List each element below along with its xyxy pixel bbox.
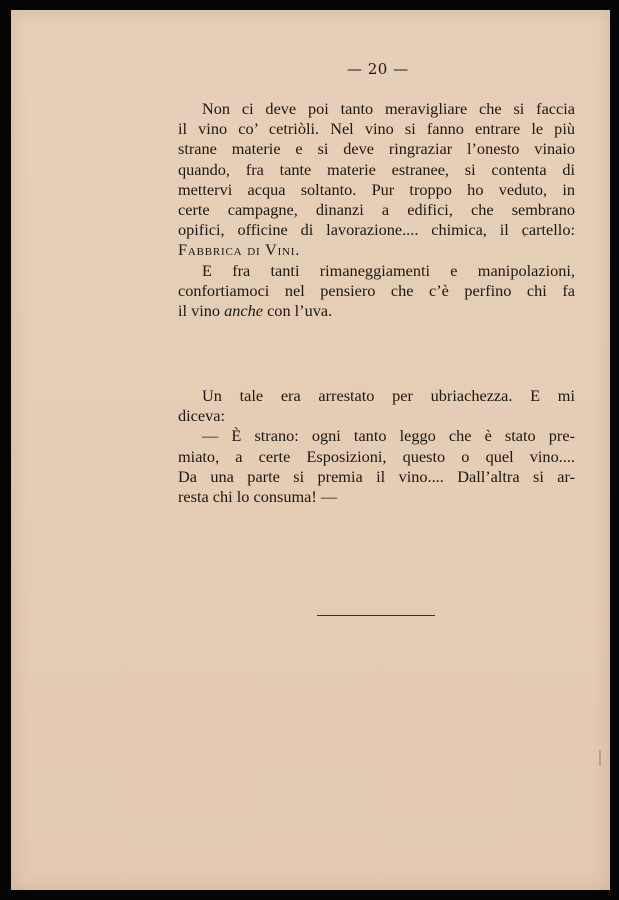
text-line-with-italic — [178, 301, 575, 321]
text-line: confortiamoci nel pensiero che c’è perfino chi fa — [178, 280, 575, 300]
asterism-separator — [363, 347, 393, 371]
text-line: Da una parte si premia il vino.... Dall’altra si ar- — [178, 466, 575, 486]
text-line: diceva: — [178, 406, 226, 426]
text-block-bottom — [178, 386, 575, 507]
text-block-top — [178, 99, 575, 321]
end-rule — [317, 615, 435, 616]
text-line: miato, a certe Esposizioni, questo o quel vino.... — [178, 446, 575, 466]
text-line: — È strano: ogni tanto leggo che è stato pre- — [202, 426, 575, 446]
paper-speck — [599, 750, 601, 766]
sign-text: Fabbrica di Vini. — [178, 240, 301, 260]
text-line: il vino co’ cetriòli. Nel vino si fanno entrare le più — [178, 119, 575, 139]
text-line: opifici, officine di lavorazione.... chimica, il cartello: — [178, 220, 575, 240]
paper-speck — [523, 234, 526, 237]
text-line: mettervi acqua soltanto. Pur troppo ho veduto, in — [178, 179, 575, 199]
text-line: strane materie e si deve ringraziar l’onesto vinaio — [178, 139, 575, 159]
page-number: — 20 — — [347, 60, 409, 78]
text-run: con l’uva. — [263, 301, 333, 321]
text-line: Non ci deve poi tanto meravigliare che si faccia — [202, 99, 575, 118]
book-page — [11, 10, 610, 890]
text-line: resta chi lo consuma! — — [178, 487, 338, 507]
text-line: E fra tanti rimaneggiamenti e manipolazioni, — [202, 260, 575, 280]
italic-word: anche — [224, 301, 264, 321]
text-run: il vino — [178, 301, 225, 321]
text-line: quando, fra tante materie estranee, si contenta di — [178, 159, 575, 179]
text-line: Un tale era arrestato per ubriachezza. E mi — [202, 386, 575, 405]
text-line: certe campagne, dinanzi a edifici, che sembrano — [178, 200, 575, 220]
